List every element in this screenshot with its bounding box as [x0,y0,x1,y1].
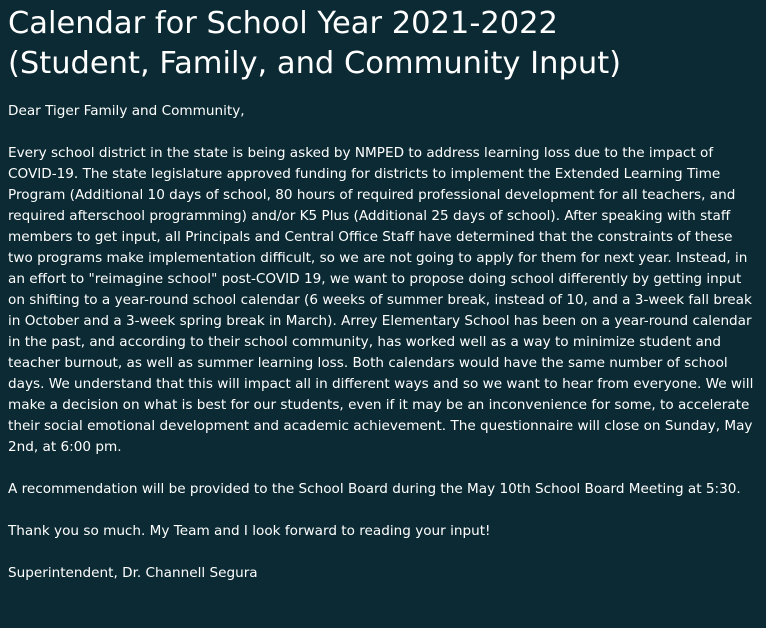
recommendation-text: A recommendation will be provided to the School Board during the May 10th School Board Meeting at 5:30. [8,481,741,497]
form-title [8,4,758,84]
signature-text: Superintendent, Dr. Channell Segura [8,565,258,581]
body-paragraph: Every school district in the state is being asked by NMPED to address learning loss due to the impact of COVID-19. The state legislature approved funding for districts to implement the Extended Learning Time Program (Additional 10 days of school, 80 hours of required professional development for all teachers, and required afterschool programming) and/or K5 Plus (Additional 25 days of school). After speaking with staff members to get input, all Principals and Central Office Staff have determined that the constraints of these two programs make implementation difficult, so we are not going to apply for them for next year. Instead, in an effort to "reimagine school" post-COVID 19, we want to propose doing school differently by getting input on shifting to a year-round school calendar (6 weeks of summer break, instead of 10, and a 3-week fall break in October and a 3-week spring break in March). Arrey Elementary School has been on a year-round calendar in the past, and according to their school community, has worked well as a way to minimize student and teacher burnout, as well as summer learning loss. Both calendars would have the same number of school days. We understand that this will impact all in different ways and so we want to hear from everyone. We will make a decision on what is best for our students, even if it may be an inconvenience for some, to accelerate their social emotional development and academic achievement. The questionnaire will close on Sunday, May 2nd, at 6:00 pm. [8,145,754,455]
greeting-text: Dear Tiger Family and Community, [8,103,245,119]
form-description [8,101,758,584]
thanks-text: Thank you so much. My Team and I look forward to reading your input! [8,523,491,539]
title-line-2: (Student, Family, and Community Input) [8,46,622,81]
title-line-1: Calendar for School Year 2021-2022 [8,6,558,41]
